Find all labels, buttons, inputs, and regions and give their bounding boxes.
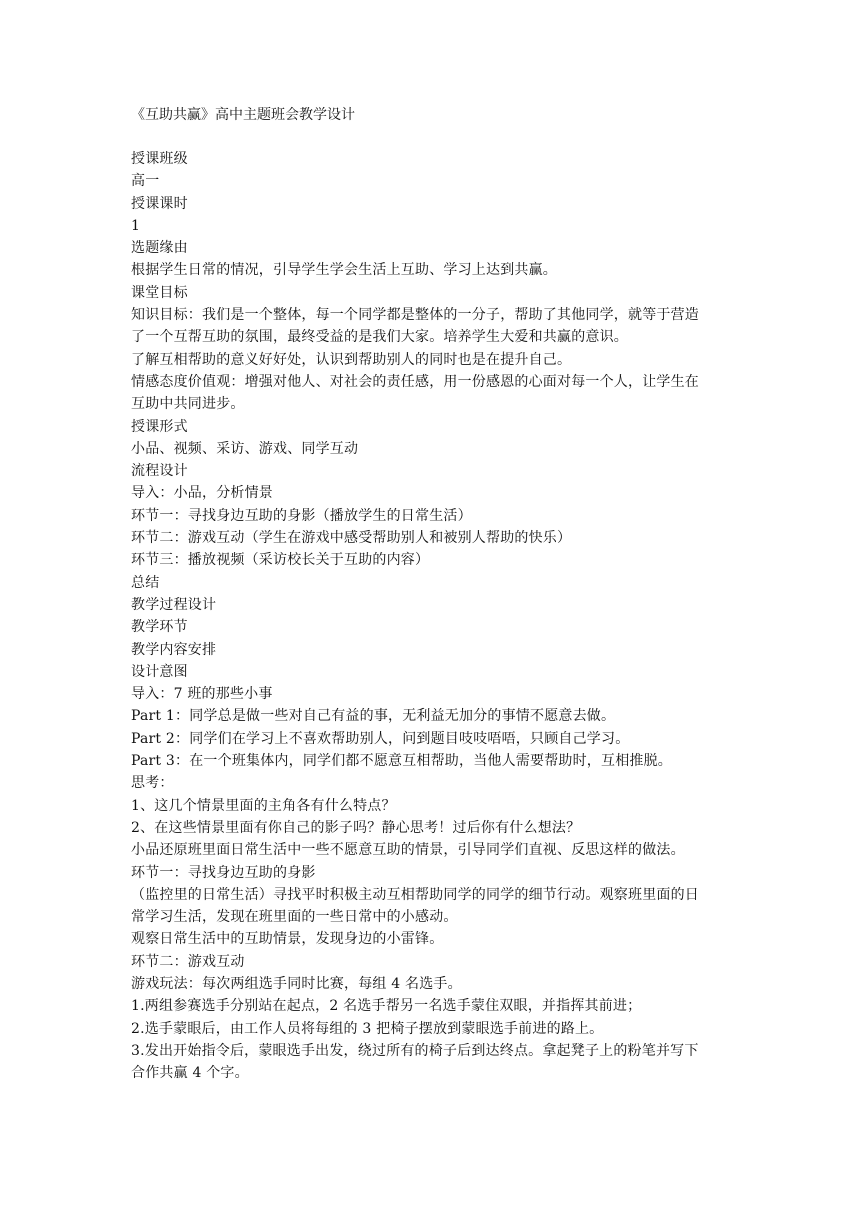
text-line: 互助中共同进步。 bbox=[131, 396, 245, 413]
text-line: 合作共赢 4 个字。 bbox=[131, 1065, 249, 1082]
text-line: 小品还原班里面日常生活中一些不愿意互助的情景，引导同学们直视、反思这样的做法。 bbox=[131, 842, 685, 859]
text-line: （监控里的日常生活）寻找平时积极主动互相帮助同学的同学的细节行动。观察班里面的日 bbox=[131, 886, 699, 903]
text-line: 总结 bbox=[131, 574, 160, 591]
text-line: 1 bbox=[131, 217, 141, 234]
text-line: Part 2：同学们在学习上不喜欢帮助别人，问到题目吱吱唔唔，只顾自己学习。 bbox=[131, 730, 630, 747]
text-line: 了解互相帮助的意义好好处，认识到帮助别人的同时也是在提升自己。 bbox=[131, 351, 572, 368]
text-line: 环节一：寻找身边互助的身影（播放学生的日常生活） bbox=[131, 507, 472, 524]
text-line: 小品、视频、采访、游戏、同学互动 bbox=[131, 440, 359, 457]
text-line: 环节二：游戏互动（学生在游戏中感受帮助别人和被别人帮助的快乐） bbox=[131, 530, 572, 547]
text-line: 观察日常生活中的互助情景，发现身边的小雷锋。 bbox=[131, 931, 444, 948]
text-line: 环节一：寻找身边互助的身影 bbox=[131, 864, 316, 881]
text-line: 2、在这些情景里面有你自己的影子吗？静心思考！过后你有什么想法？ bbox=[131, 819, 581, 836]
text-line: 3.发出开始指令后，蒙眼选手出发，绕过所有的椅子后到达终点。拿起凳子上的粉笔并写下 bbox=[131, 1042, 699, 1059]
text-line: 流程设计 bbox=[131, 463, 188, 480]
document-title: 《互助共赢》高中主题班会教学设计 bbox=[131, 107, 355, 123]
text-line: 根据学生日常的情况，引导学生学会生活上互助、学习上达到共赢。 bbox=[131, 262, 557, 279]
text-line: 游戏玩法：每次两组选手同时比赛，每组 4 名选手。 bbox=[131, 975, 462, 992]
text-line: 授课形式 bbox=[131, 418, 188, 435]
text-line: 教学内容安排 bbox=[131, 641, 217, 658]
text-line: Part 3：在一个班集体内，同学们都不愿意互相帮助，当他人需要帮助时，互相推脱。 bbox=[131, 753, 673, 770]
document-body bbox=[131, 148, 741, 1084]
text-line: 导入：小品，分析情景 bbox=[131, 485, 273, 502]
text-line: 环节二：游戏互动 bbox=[131, 953, 245, 970]
text-line: 情感态度价值观：增强对他人、对社会的责任感，用一份感恩的心面对每一个人，让学生在 bbox=[131, 373, 699, 390]
text-line: 授课班级 bbox=[131, 151, 188, 167]
text-line: 授课课时 bbox=[131, 195, 188, 212]
text-line: 环节三：播放视频（采访校长关于互助的内容） bbox=[131, 552, 430, 569]
text-line: 教学过程设计 bbox=[131, 596, 217, 613]
text-line: 思考： bbox=[131, 775, 174, 792]
text-line: 知识目标：我们是一个整体，每一个同学都是整体的一分子，帮助了其他同学，就等于营造 bbox=[131, 307, 699, 324]
text-line: 导入：7 班的那些小事 bbox=[131, 686, 273, 703]
text-line: 设计意图 bbox=[131, 663, 188, 680]
text-line: 1.两组参赛选手分别站在起点，2 名选手帮另一名选手蒙住双眼，并指挥其前进； bbox=[131, 998, 642, 1015]
text-line: 1、这几个情景里面的主角各有什么特点？ bbox=[131, 797, 396, 814]
text-line: 常学习生活，发现在班里面的一些日常中的小感动。 bbox=[131, 909, 458, 926]
text-line: 高一 bbox=[131, 173, 160, 190]
text-line: 选题缘由 bbox=[131, 240, 188, 257]
text-line: 教学环节 bbox=[131, 619, 188, 636]
document-page bbox=[131, 104, 741, 1084]
text-line: Part 1：同学总是做一些对自己有益的事，无利益无加分的事情不愿意去做。 bbox=[131, 708, 616, 725]
text-line: 2.选手蒙眼后，由工作人员将每组的 3 把椅子摆放到蒙眼选手前进的路上。 bbox=[131, 1020, 604, 1037]
text-line: 课堂目标 bbox=[131, 284, 188, 301]
text-line: 了一个互帮互助的氛围，最终受益的是我们大家。培养学生大爱和共赢的意识。 bbox=[131, 329, 628, 346]
